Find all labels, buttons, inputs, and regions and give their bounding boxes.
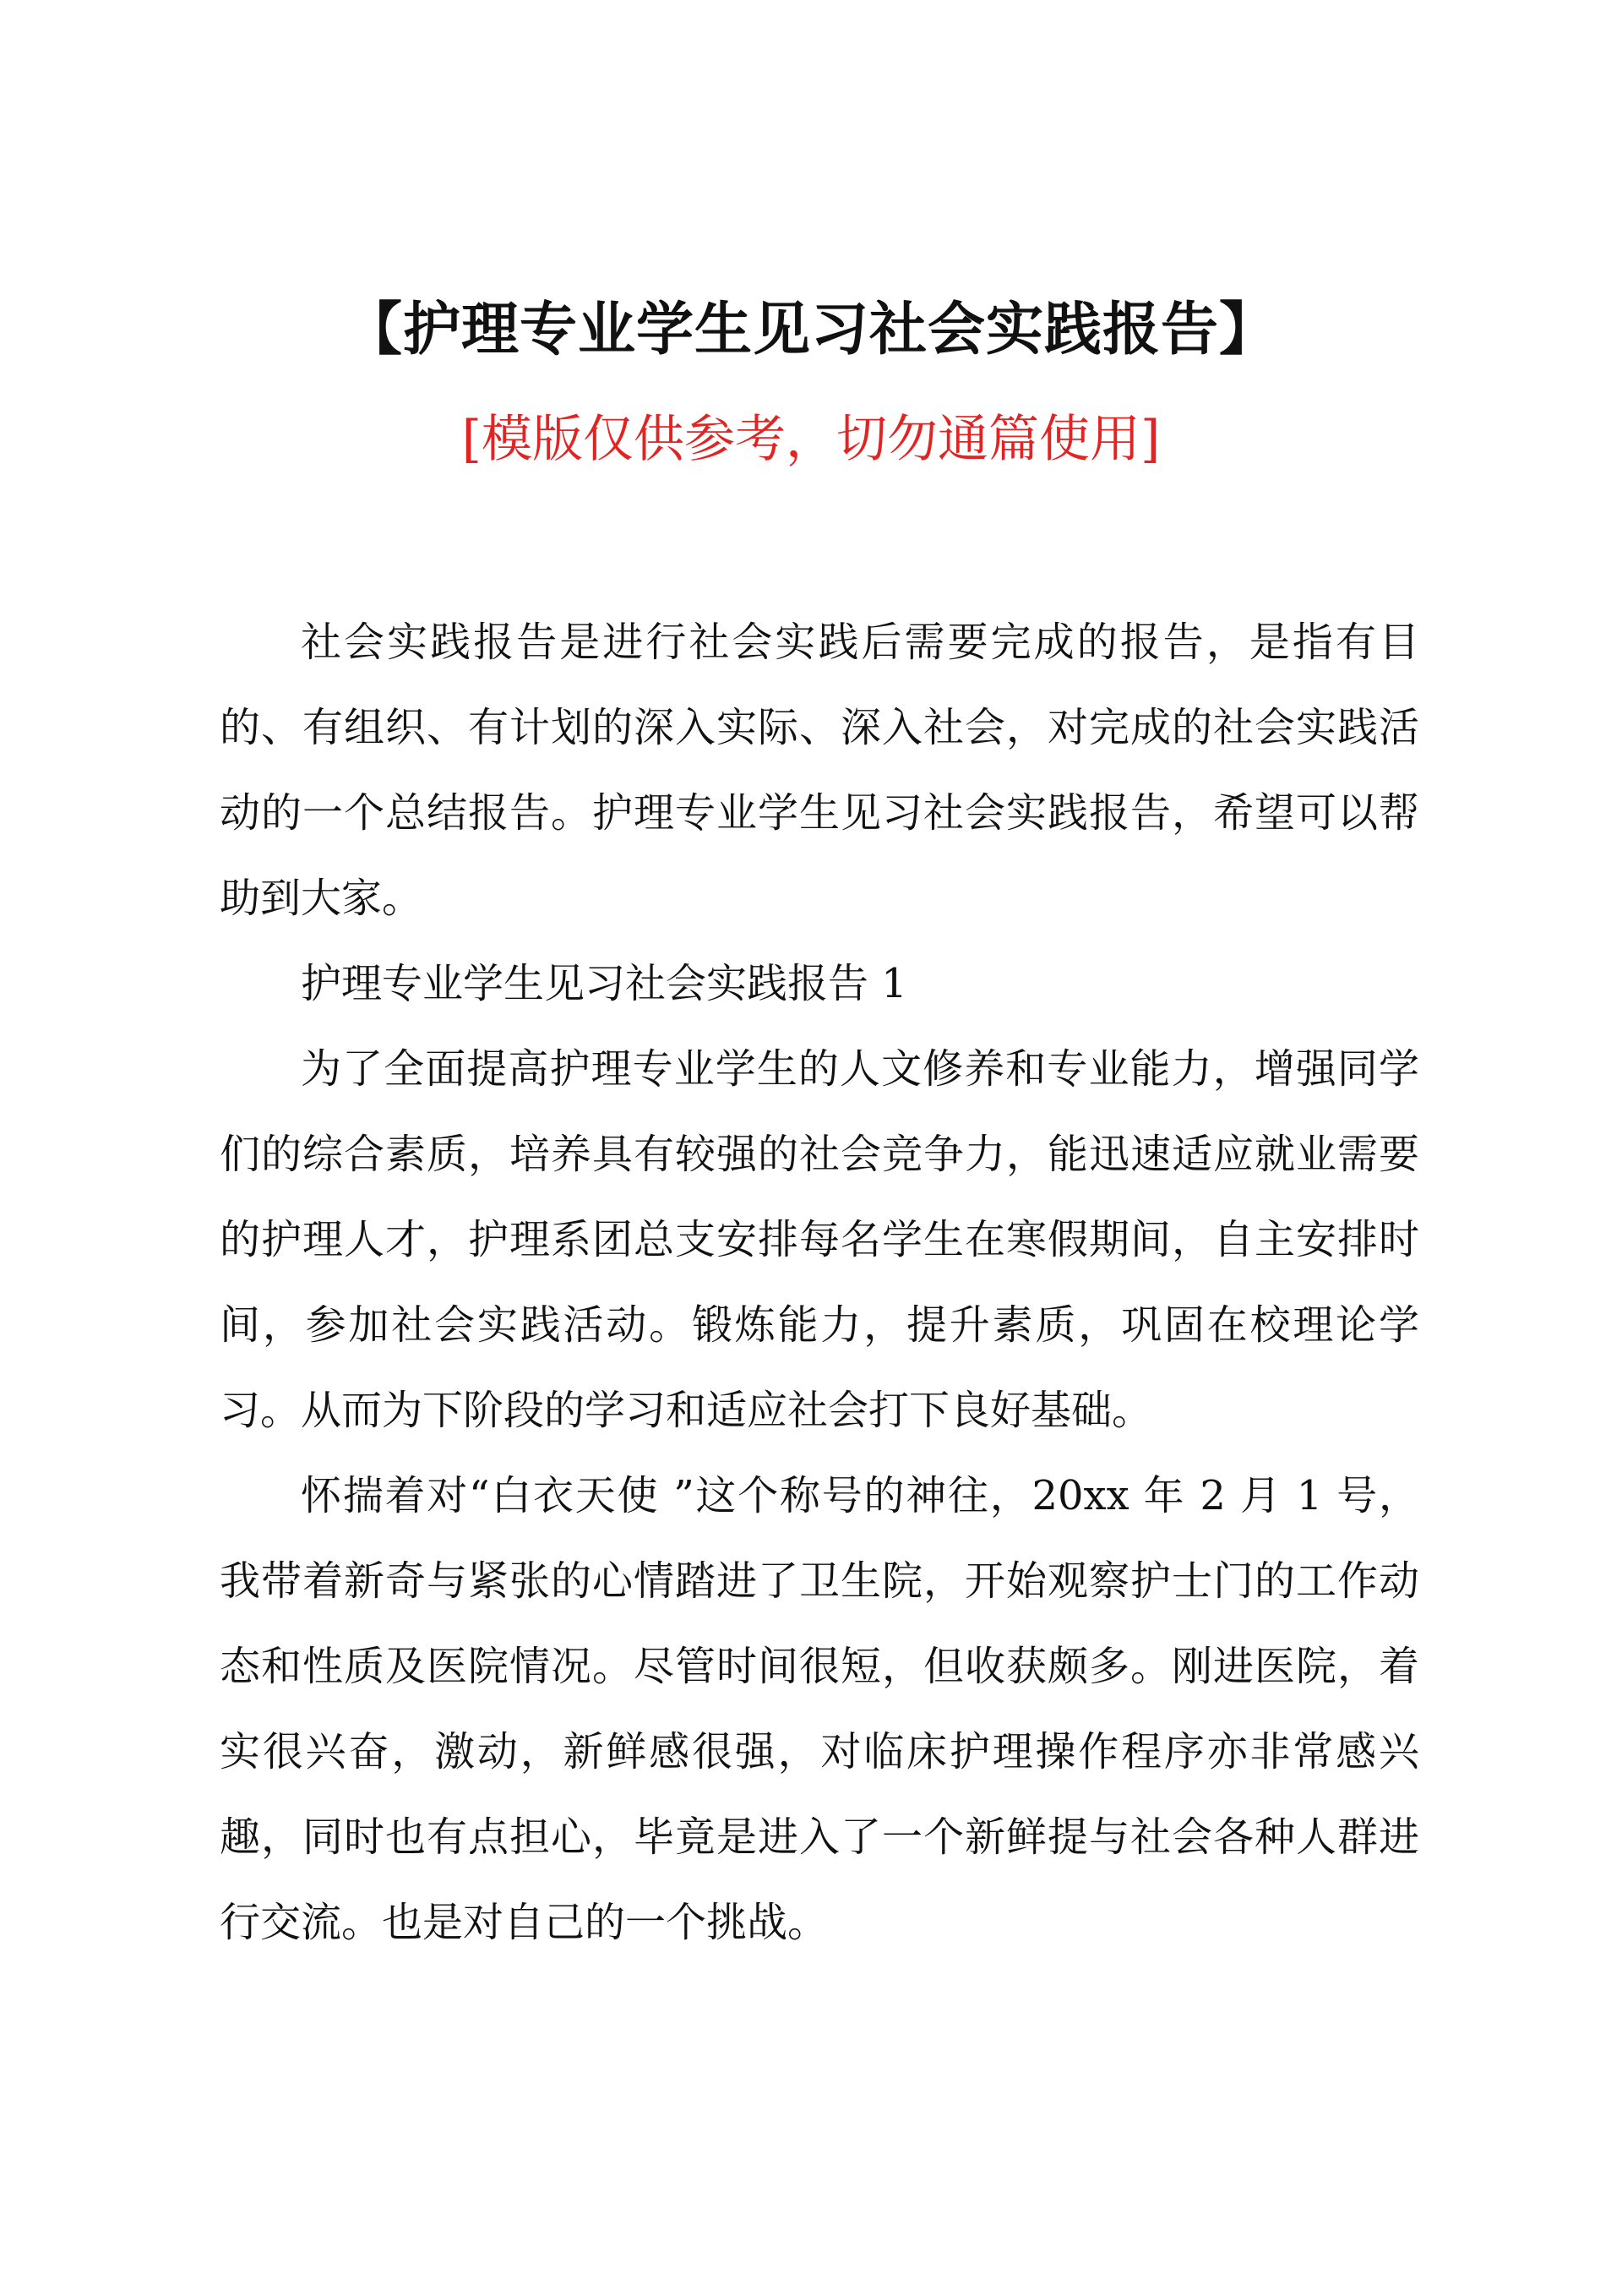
body-paragraph: 怀揣着对“白衣天使 ”这个称号的神往，20xx 年 2 月 1 号，我带着新奇与紧张的心情踏进了卫生院，开始观察护士门的工作动态和性质及医院情况。尽管时间很短，但收获颇多。刚进医院，着实很兴奋，激动，新鲜感很强，对临床护理操作程序亦非常感兴趣，同时也有点担心，毕竟是进入了一个新鲜提与社会各种人群进行交流。也是对自己的一个挑战。 [220,1472,1419,1946]
template-notice: [模版仅供参考，切勿通篇使用] [461,410,1161,469]
intro-paragraph: 社会实践报告是进行社会实践后需要完成的报告，是指有目的、有组织、有计划的深入实际、深入社会，对完成的社会实践活动的一个总结报告。护理专业学生见习社会实践报告，希望可以帮助到大家。 [220,619,1419,922]
document-body [220,600,1419,1966]
body-paragraph: 为了全面提高护理专业学生的人文修养和专业能力，增强同学们的综合素质，培养具有较强的社会竞争力，能迅速适应就业需要的护理人才，护理系团总支安排每名学生在寒假期间，自主安排时间，参加社会实践活动。锻炼能力，提升素质，巩固在校理论学习。从而为下阶段的学习和适应社会打下良好基础。 [220,1045,1419,1434]
section-heading: 护理专业学生见习社会实践报告 1 [301,960,907,1007]
document-title: 【护理专业学生见习社会实践报告】 [344,296,1277,363]
